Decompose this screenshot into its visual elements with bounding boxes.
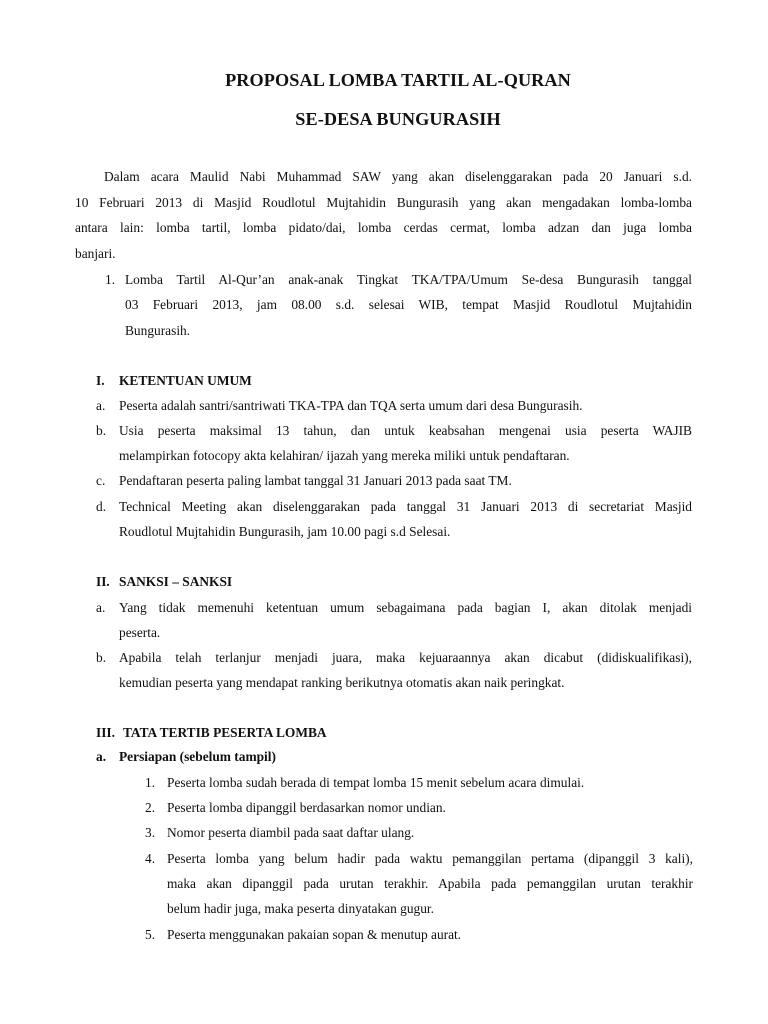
list-item-line: Peserta adalah santri/santriwati TKA-TPA dan TQA serta umum dari desa Bungurasih. [119, 398, 583, 413]
list-item-line: Peserta lomba yang belum hadir pada waktu pemanggilan pertama (dipanggil 3 kali), [167, 851, 693, 866]
list-item-line: Apabila telah terlanjur menjadi juara, maka kejuaraannya akan dicabut (didiskualifikasi), [119, 650, 692, 665]
list-item-line: Technical Meeting akan diselenggarakan pada tanggal 31 Januari 2013 di secretariat Masjid [119, 499, 692, 514]
intro-line: antara lain: lomba tartil, lomba pidato/dai, lomba cerdas cermat, lomba adzan dan juga lomba [75, 220, 692, 235]
section-numeral: III. [96, 725, 115, 740]
intro-line: 10 Februari 2013 di Masjid Roudlotul Mujtahidin Bungurasih yang akan mengadakan lomba-lomba [75, 195, 692, 210]
list-marker: b. [96, 650, 107, 665]
list-item-line: Peserta lomba dipanggil berdasarkan nomor undian. [167, 800, 446, 815]
list-marker: 4. [145, 851, 156, 866]
list-marker: 1. [105, 272, 116, 287]
list-marker: 3. [145, 825, 156, 840]
list-marker: 2. [145, 800, 156, 815]
list-marker: a. [96, 600, 106, 615]
list-item-line: Roudlotul Mujtahidin Bungurasih, jam 10.00 pagi s.d Selesai. [119, 524, 451, 539]
list-item-line: peserta. [119, 625, 161, 640]
list-item-line: Bungurasih. [125, 323, 191, 338]
list-item-line: melampirkan fotocopy akta kelahiran/ ijazah yang mereka miliki untuk pendaftaran. [119, 448, 570, 463]
list-item-line: maka akan dipanggil pada urutan terakhir. Apabila pada pemanggilan urutan terakhir [167, 876, 693, 891]
list-item-line: Lomba Tartil Al-Qur’an anak-anak Tingkat TKA/TPA/Umum Se-desa Bungurasih tanggal [125, 272, 692, 287]
subsection-marker: a. [96, 749, 107, 764]
list-item-line: kemudian peserta yang mendapat ranking berikutnya otomatis akan naik peringkat. [119, 675, 565, 690]
section-numeral: I. [96, 373, 105, 388]
intro-line: banjari. [75, 246, 116, 261]
list-item-line: Peserta lomba sudah berada di tempat lomba 15 menit sebelum acara dimulai. [167, 775, 585, 790]
list-marker: a. [96, 398, 106, 413]
subsection-heading: Persiapan (sebelum tampil) [119, 749, 276, 764]
document-subtitle: SE-DESA BUNGURASIH [295, 109, 501, 129]
list-item-line: Usia peserta maksimal 13 tahun, dan untuk keabsahan mengenai usia peserta WAJIB [119, 423, 692, 438]
list-item-line: Yang tidak memenuhi ketentuan umum sebagaimana pada bagian I, akan ditolak menjadi [119, 600, 692, 615]
list-marker: 1. [145, 775, 156, 790]
list-marker: b. [96, 423, 107, 438]
list-item-line: Pendaftaran peserta paling lambat tanggal 31 Januari 2013 pada saat TM. [119, 473, 512, 488]
list-item-line: Peserta menggunakan pakaian sopan & menutup aurat. [167, 927, 462, 942]
list-item-line: Nomor peserta diambil pada saat daftar ulang. [167, 825, 415, 840]
list-marker: c. [96, 473, 106, 488]
list-marker: d. [96, 499, 107, 514]
list-item-line: belum hadir juga, maka peserta dinyatakan gugur. [167, 901, 434, 916]
document-title: PROPOSAL LOMBA TARTIL AL-QURAN [225, 70, 571, 90]
list-item-line: 03 Februari 2013, jam 08.00 s.d. selesai WIB, tempat Masjid Roudlotul Mujtahidin [125, 297, 692, 312]
intro-line: Dalam acara Maulid Nabi Muhammad SAW yang akan diselenggarakan pada 20 Januari s.d. [104, 169, 692, 184]
section-heading: TATA TERTIB PESERTA LOMBA [123, 725, 327, 740]
section-heading: SANKSI – SANKSI [119, 574, 233, 589]
list-marker: 5. [145, 927, 156, 942]
section-numeral: II. [96, 574, 110, 589]
section-heading: KETENTUAN UMUM [119, 373, 252, 388]
